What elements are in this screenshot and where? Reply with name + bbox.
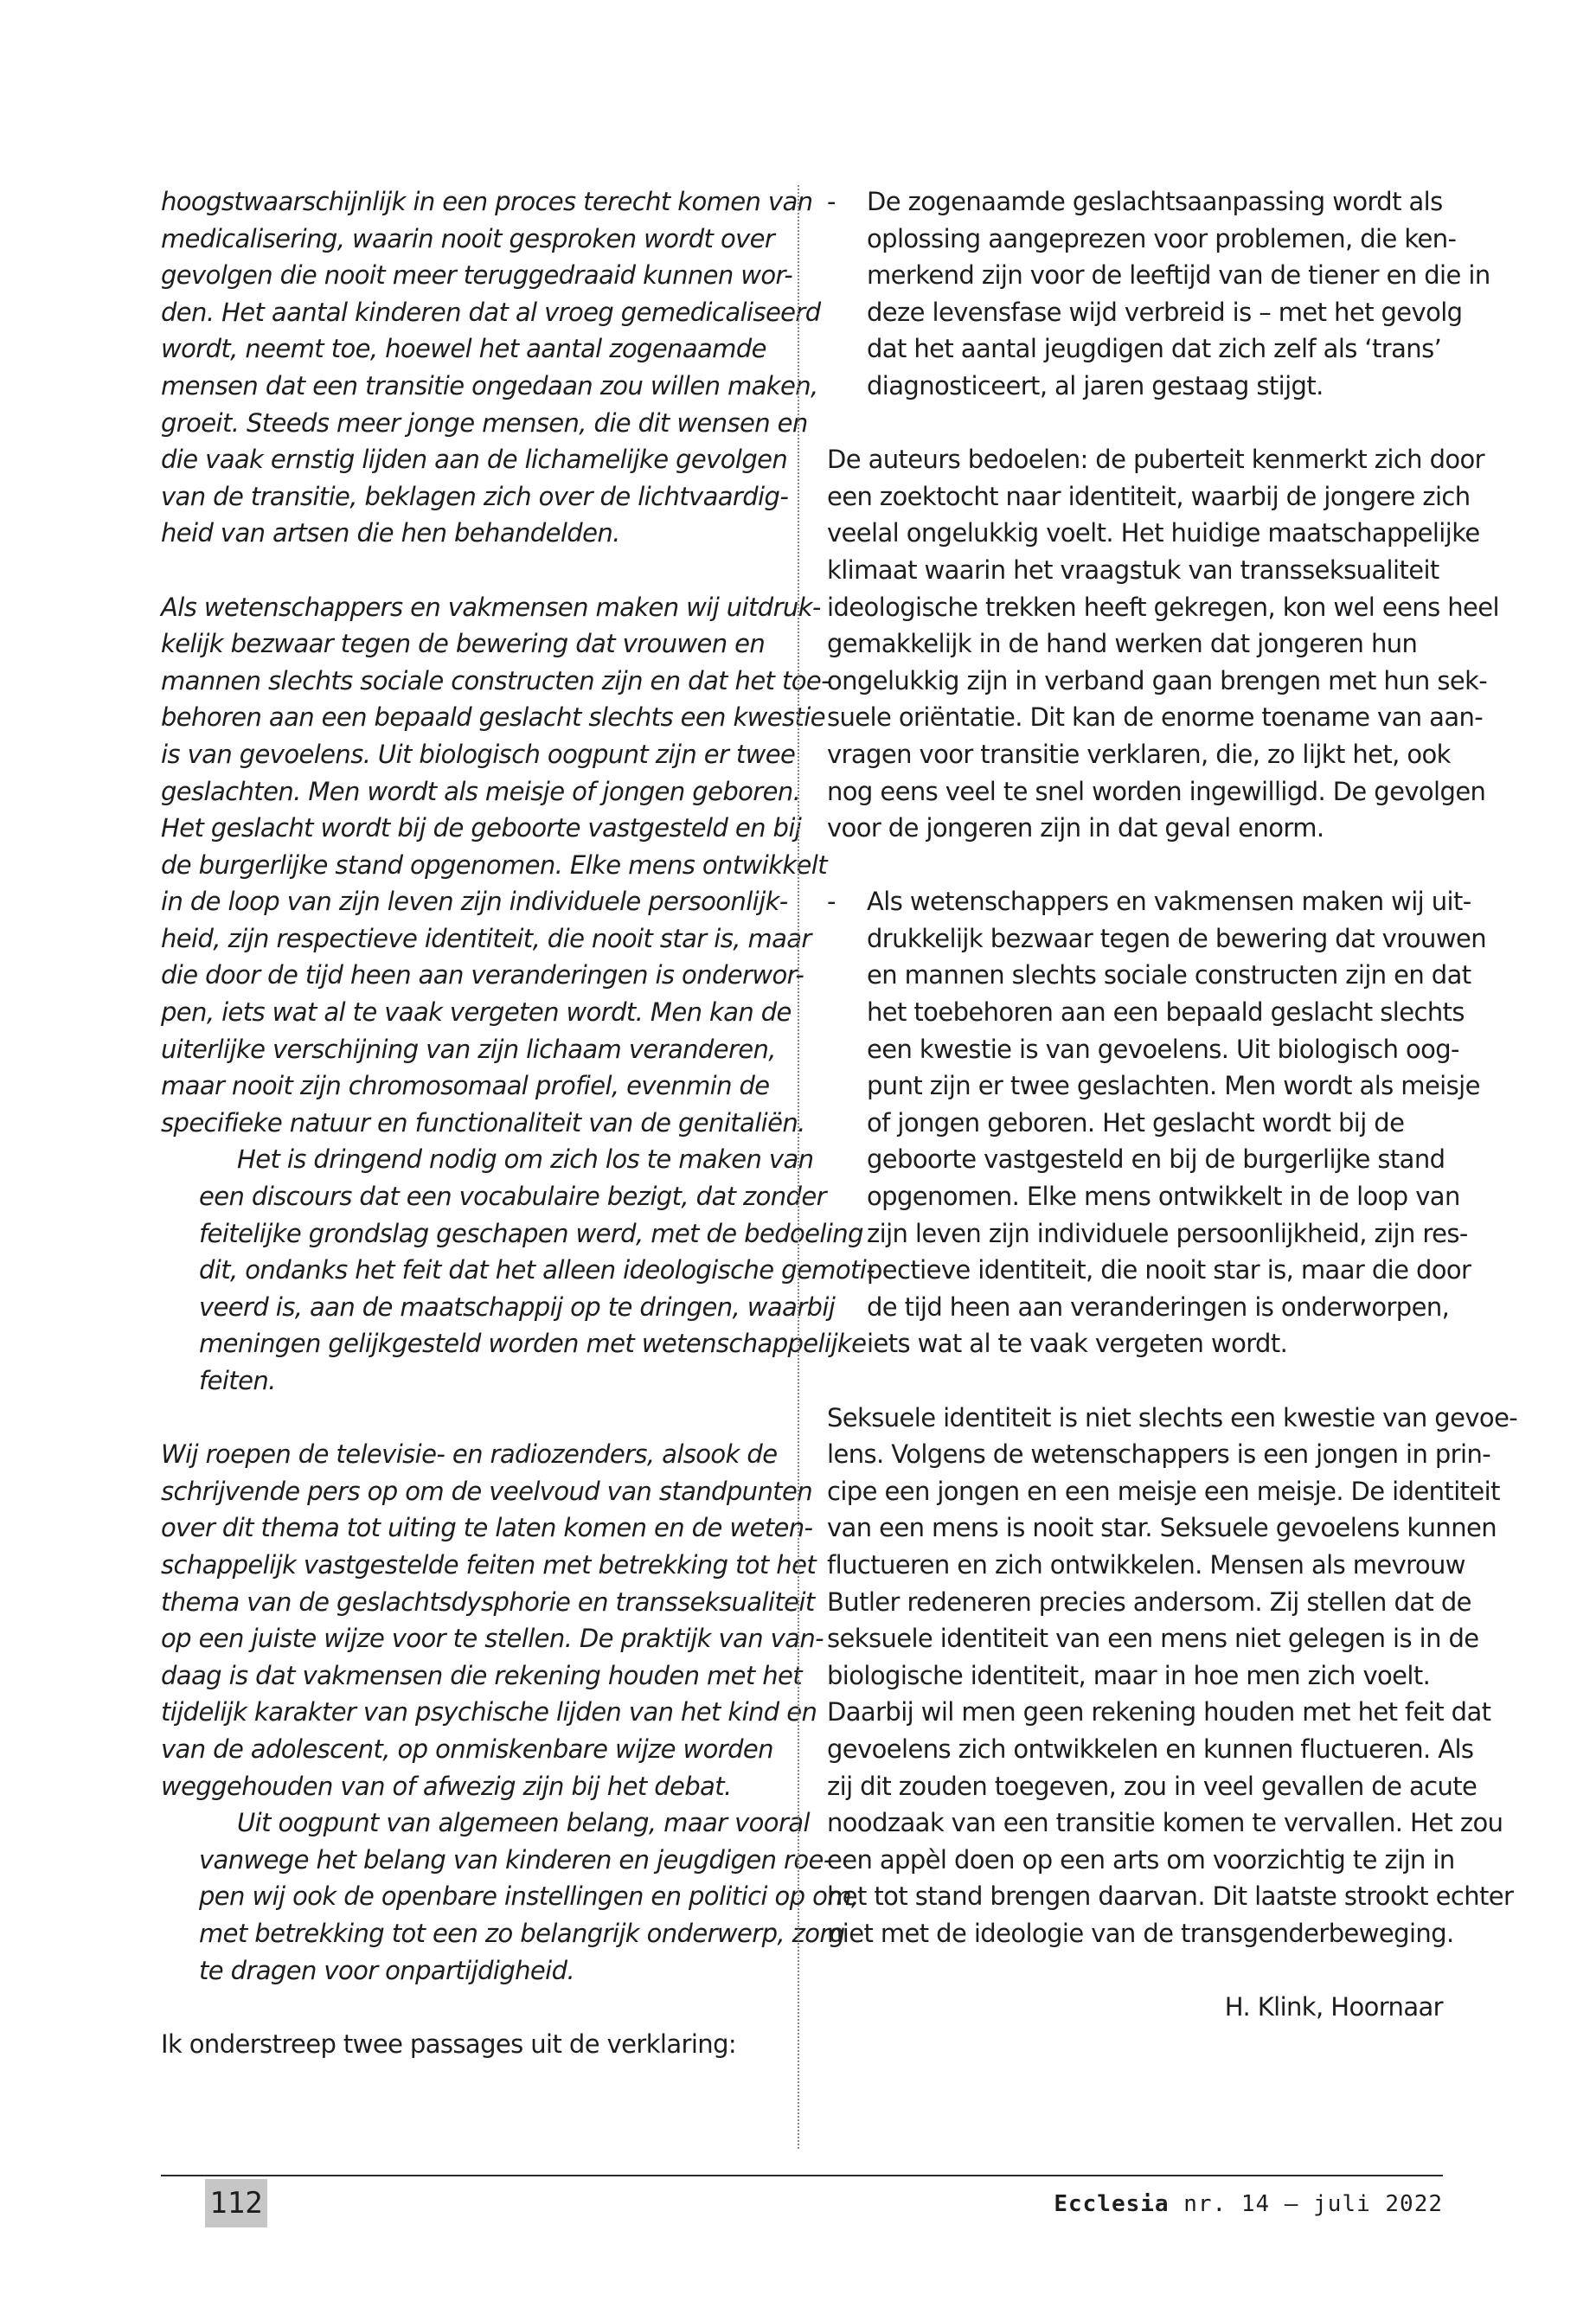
text-line: seksuele identiteit van een mens niet gelegen is in de — [827, 1624, 1479, 1654]
text-line: Seksuele identiteit is niet slechts een kwestie van gevoe- — [827, 1402, 1518, 1433]
text-line: Het is dringend nodig om zich los te maken van — [237, 1144, 814, 1175]
text-line: niet met de ideologie van de transgenderbeweging. — [827, 1918, 1454, 1948]
text-line: de tijd heen aan veranderingen is onderworpen, — [867, 1292, 1450, 1322]
bullet-passage-2 — [827, 883, 1486, 1362]
text-line: veerd is, aan de maatschappij op te dringen, waarbij — [199, 1292, 836, 1322]
text-line: een discours dat een vocabulaire bezigt, dat zonder — [199, 1182, 826, 1212]
text-line: geslachten. Men wordt als meisje of jongen geboren. — [161, 776, 801, 806]
text-line: drukkelijk bezwaar tegen de bewering dat vrouwen — [867, 923, 1486, 953]
text-line: noodzaak van een transitie komen te vervallen. Het zou — [827, 1808, 1503, 1838]
text-line: veelal ongelukkig voelt. Het huidige maatschappelijke — [827, 518, 1480, 548]
left-paragraph-3 — [161, 1141, 875, 1399]
right-column — [827, 183, 1518, 2026]
author-signature: H. Klink, Hoornaar — [1224, 1992, 1443, 2022]
text-line: over dit thema tot uiting te laten komen en de weten- — [161, 1513, 813, 1543]
text-line: tijdelijk karakter van psychische lijden van het kind en — [161, 1697, 817, 1727]
text-line: pen, iets wat al te vaak vergeten wordt. Men kan de — [161, 997, 792, 1028]
text-line: mannen slechts sociale constructen zijn en dat het toe- — [161, 665, 830, 695]
text-line: iets wat al te vaak vergeten wordt. — [867, 1329, 1288, 1359]
text-line: Uit oogpunt van algemeen belang, maar vooral — [237, 1808, 810, 1838]
text-line: den. Het aantal kinderen dat al vroeg gemedicaliseerd — [161, 297, 821, 327]
text-line: ongelukkig zijn in verband gaan brengen met hun sek- — [827, 665, 1488, 695]
text-line: medicalisering, waarin nooit gesproken wordt over — [161, 223, 775, 253]
text-line: op een juiste wijze voor te stellen. De praktijk van van- — [161, 1624, 824, 1654]
text-line: hoogstwaarschijnlijk in een proces terecht komen van — [161, 187, 813, 216]
text-line: klimaat waarin het vraagstuk van transseksualiteit — [827, 554, 1439, 585]
text-line: de burgerlijke stand opgenomen. Elke mens ontwikkelt — [161, 849, 828, 880]
left-paragraph-1 — [161, 183, 821, 552]
text-line: heid, zijn respectieve identiteit, die nooit star is, maar — [161, 923, 811, 953]
text-line: kelijk bezwaar tegen de bewering dat vrouwen en — [161, 629, 766, 659]
column-divider — [798, 185, 799, 2149]
text-line: suele oriëntatie. Dit kan de enorme toename van aan- — [827, 702, 1484, 733]
text-line: gevolgen die nooit meer teruggedraaid kunnen wor- — [161, 260, 793, 291]
text-line: vragen voor transitie verklaren, die, zo lijkt het, ook — [827, 739, 1451, 769]
text-line: schappelijk vastgestelde feiten met betrekking tot het — [161, 1549, 817, 1580]
text-line: biologische identiteit, maar in hoe men zich voelt. — [827, 1660, 1431, 1690]
text-line: Butler redeneren precies andersom. Zij stellen dat de — [827, 1586, 1471, 1617]
text-line: fluctueren en zich ontwikkelen. Mensen als mevrouw — [827, 1549, 1465, 1580]
text-line: te dragen voor onpartijdigheid. — [199, 1955, 575, 1985]
bullet-passage-1 — [827, 183, 1490, 405]
text-line: Als wetenschappers en vakmensen maken wij uit- — [867, 887, 1471, 917]
text-line: feiten. — [199, 1366, 276, 1395]
bullet-passage-2-text — [867, 883, 1486, 1362]
text-line: meningen gelijkgesteld worden met wetenschappelijke — [199, 1329, 867, 1359]
text-line: die door de tijd heen aan veranderingen is onderwor- — [161, 960, 804, 990]
text-line: specifieke natuur en functionaliteit van de genitaliën. — [161, 1107, 805, 1138]
text-line: merkend zijn voor de leeftijd van de tiener en die in — [867, 260, 1490, 291]
issue-info: nr. 14 – juli 2022 — [1183, 2191, 1443, 2217]
text-line: gemakkelijk in de hand werken dat jongeren hun — [827, 629, 1418, 659]
text-line: Het geslacht wordt bij de geboorte vastgesteld en bij — [161, 813, 802, 843]
left-paragraph-6 — [161, 2026, 770, 2063]
journal-name: Ecclesia — [1054, 2191, 1170, 2217]
text-line: weggehouden van of afwezig zijn bij het debat. — [161, 1771, 732, 1801]
text-line: heid van artsen die hen behandelden. — [161, 518, 620, 548]
text-line: oplossing aangeprezen voor problemen, die ken- — [867, 223, 1457, 253]
footer-rule — [161, 2175, 1443, 2176]
text-line: een appèl doen op een arts om voorzichtig te zijn in — [827, 1844, 1455, 1875]
text-line: opgenomen. Elke mens ontwikkelt in de loop van — [867, 1182, 1460, 1212]
text-line: nog eens veel te snel worden ingewilligd. De gevolgen — [827, 776, 1486, 806]
text-line: cipe een jongen en een meisje een meisje. De identiteit — [827, 1476, 1500, 1506]
text-line: het toebehoren aan een bepaald geslacht slechts — [867, 997, 1465, 1028]
bullet-dash: - — [827, 187, 836, 216]
text-line: van de transitie, beklagen zich over de lichtvaardig- — [161, 481, 789, 511]
left-paragraph-5 — [161, 1804, 859, 1989]
text-line: feitelijke grondslag geschapen werd, met de bedoeling — [199, 1218, 863, 1248]
text-line: met betrekking tot een zo belangrijk onderwerp, zorg — [199, 1918, 845, 1948]
text-line: zij dit zouden toegeven, zou in veel gevallen de acute — [827, 1771, 1477, 1801]
text-line: pectieve identiteit, die nooit star is, maar die door — [867, 1255, 1471, 1285]
text-line: een zoektocht naar identiteit, waarbij de jongere zich — [827, 481, 1471, 511]
text-line: lens. Volgens de wetenschappers is een jongen in prin- — [827, 1439, 1491, 1470]
text-line: daag is dat vakmensen die rekening houden met het — [161, 1660, 803, 1690]
right-paragraph-1 — [827, 441, 1499, 847]
text-line: gevoelens zich ontwikkelen en kunnen fluctueren. Als — [827, 1734, 1474, 1764]
text-line: schrijvende pers op om de veelvoud van standpunten — [161, 1476, 813, 1506]
right-paragraph-2 — [827, 1400, 1518, 1952]
text-line: punt zijn er twee geslachten. Men wordt als meisje — [867, 1071, 1480, 1101]
bullet-passage-1-text — [867, 183, 1490, 405]
text-line: De zogenaamde geslachtsaanpassing wordt als — [867, 187, 1443, 216]
page-number: 112 — [209, 2186, 263, 2221]
bullet-dash: - — [827, 887, 836, 917]
left-column — [161, 183, 875, 2062]
text-line: of jongen geboren. Het geslacht wordt bij de — [867, 1107, 1405, 1138]
text-line: behoren aan een bepaald geslacht slechts een kwestie — [161, 702, 825, 733]
text-line: deze levensfase wijd verbreid is – met het gevolg — [867, 297, 1463, 327]
text-line: Als wetenschappers en vakmensen maken wij uitdruk- — [161, 592, 821, 622]
text-line: Daarbij wil men geen rekening houden met het feit dat — [827, 1697, 1491, 1727]
text-line: diagnosticeert, al jaren gestaag stijgt. — [867, 370, 1324, 401]
left-paragraph-4 — [161, 1436, 824, 1804]
text-line: Ik onderstreep twee passages uit de verklaring: — [161, 2029, 737, 2059]
text-line: dat het aantal jeugdigen dat zich zelf als ‘trans’ — [867, 334, 1442, 364]
text-line: het tot stand brengen daarvan. Dit laatste strookt echter — [827, 1881, 1514, 1912]
text-line: dit, ondanks het feit dat het alleen ideologische gemoti- — [199, 1255, 875, 1285]
text-line: van een mens is nooit star. Seksuele gevoelens kunnen — [827, 1513, 1497, 1543]
text-line: vanwege het belang van kinderen en jeugdigen roe- — [199, 1844, 832, 1875]
text-line: wordt, neemt toe, hoewel het aantal zogenaamde — [161, 334, 766, 364]
text-line: De auteurs bedoelen: de puberteit kenmerkt zich door — [827, 445, 1484, 475]
text-line: uiterlijke verschijning van zijn lichaam veranderen, — [161, 1034, 776, 1064]
text-line: zijn leven zijn individuele persoonlijkheid, zijn res- — [867, 1218, 1468, 1248]
left-paragraph-2 — [161, 589, 830, 1142]
text-line: groeit. Steeds meer jonge mensen, die dit wensen en — [161, 407, 808, 438]
text-line: thema van de geslachtsdysphorie en transseksualiteit — [161, 1586, 815, 1617]
journal-issue — [1054, 2182, 1443, 2226]
text-line: mensen dat een transitie ongedaan zou willen maken, — [161, 370, 818, 401]
text-line: die vaak ernstig lijden aan de lichamelijke gevolgen — [161, 445, 788, 475]
text-line: geboorte vastgesteld en bij de burgerlijke stand — [867, 1144, 1445, 1175]
text-line: van de adolescent, op onmiskenbare wijze worden — [161, 1734, 773, 1764]
text-line: pen wij ook de openbare instellingen en politici op om, — [199, 1881, 859, 1912]
text-line: en mannen slechts sociale constructen zijn en dat — [867, 960, 1471, 990]
text-line: in de loop van zijn leven zijn individuele persoonlijk- — [161, 887, 788, 917]
text-line: voor de jongeren zijn in dat geval enorm. — [827, 813, 1324, 843]
text-line: maar nooit zijn chromosomaal profiel, evenmin de — [161, 1071, 770, 1101]
text-line: een kwestie is van gevoelens. Uit biologisch oog- — [867, 1034, 1459, 1064]
text-line: ideologische trekken heeft gekregen, kon wel eens heel — [827, 592, 1499, 622]
text-line: is van gevoelens. Uit biologisch oogpunt zijn er twee — [161, 739, 796, 769]
text-line: Wij roepen de televisie- en radiozenders, alsook de — [161, 1439, 778, 1470]
